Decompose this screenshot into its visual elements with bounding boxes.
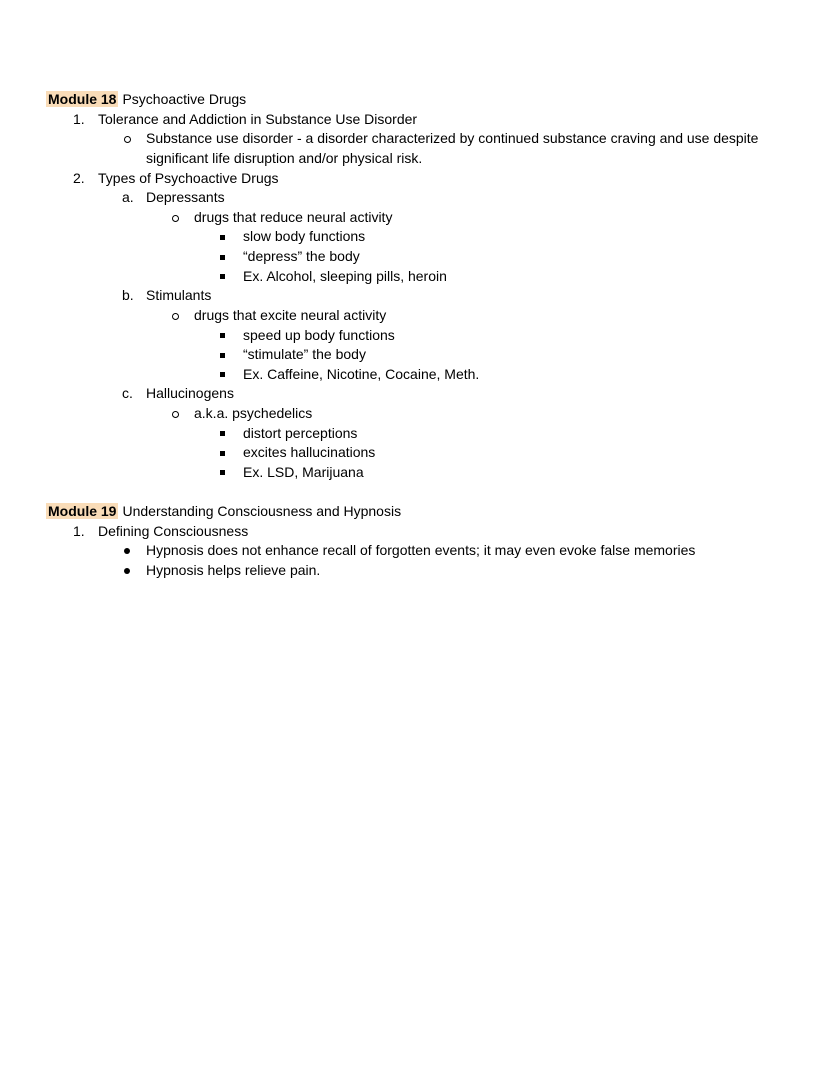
list-item-text: Types of Psychoactive Drugs xyxy=(98,169,279,186)
square-bullet-icon xyxy=(218,345,243,365)
list-item xyxy=(0,561,760,581)
list-item-text: Tolerance and Addiction in Substance Use Disorder xyxy=(98,110,418,127)
square-bullet-icon xyxy=(220,372,225,377)
square-bullet-icon xyxy=(218,443,243,463)
list-item-text: Ex. LSD, Marijuana xyxy=(243,463,364,480)
list-item xyxy=(0,345,760,365)
disc-bullet-icon xyxy=(124,548,130,554)
square-bullet-icon xyxy=(218,247,243,267)
square-bullet-icon xyxy=(220,235,225,240)
list-marker: a. xyxy=(122,189,134,206)
section-module-19 xyxy=(0,502,760,581)
list-item xyxy=(0,306,760,326)
square-bullet-icon xyxy=(220,353,225,358)
list-item-text: Depressants xyxy=(146,189,225,206)
circle-bullet-icon xyxy=(170,306,194,326)
list-item xyxy=(0,110,760,130)
section-heading xyxy=(0,90,760,110)
list-item xyxy=(0,424,760,444)
circle-bullet-icon xyxy=(172,313,179,320)
list-item xyxy=(0,404,760,424)
list-item-text: “stimulate” the body xyxy=(243,346,366,363)
square-bullet-icon xyxy=(220,333,225,338)
list-item xyxy=(0,463,760,483)
list-item xyxy=(0,267,760,287)
square-bullet-icon xyxy=(220,274,225,279)
list-item xyxy=(0,286,760,306)
square-bullet-icon xyxy=(218,463,243,483)
section-title: Psychoactive Drugs xyxy=(122,91,247,107)
square-bullet-icon xyxy=(218,227,243,247)
square-bullet-icon xyxy=(218,365,243,385)
square-bullet-icon xyxy=(220,451,225,456)
circle-bullet-icon xyxy=(170,404,194,424)
list-item-text: Ex. Alcohol, sleeping pills, heroin xyxy=(243,267,447,284)
list-item xyxy=(0,129,760,168)
list-item-text: “depress” the body xyxy=(243,248,360,264)
list-item-text: drugs that excite neural activity xyxy=(194,306,387,323)
list-item-text: Hypnosis helps relieve pain. xyxy=(146,562,321,578)
list-item xyxy=(0,227,760,247)
section-title: Understanding Consciousness and Hypnosis xyxy=(122,503,402,520)
list-item-text: a.k.a. psychedelics xyxy=(194,405,313,421)
circle-bullet-icon xyxy=(170,208,194,228)
list-item-text: Defining Consciousness xyxy=(98,522,249,539)
disc-bullet-icon xyxy=(122,541,146,561)
list-item-text: distort perceptions xyxy=(243,424,358,441)
list-item xyxy=(0,326,760,346)
list-item xyxy=(0,188,760,208)
list-item xyxy=(0,169,760,189)
circle-bullet-icon xyxy=(172,411,179,418)
disc-bullet-icon xyxy=(124,568,130,574)
list-item-text: Substance use disorder - a disorder characterized by continued substance craving and use despite significant life disruption and/or physical risk. xyxy=(146,130,759,166)
list-item xyxy=(0,247,760,267)
list-item xyxy=(0,208,760,228)
module-label-highlight: Module 19 xyxy=(48,503,117,520)
list-marker: 2. xyxy=(73,169,85,186)
square-bullet-icon xyxy=(220,255,225,260)
list-item xyxy=(0,384,760,404)
list-item-text: Hallucinogens xyxy=(146,385,234,402)
list-item-text: speed up body functions xyxy=(243,326,395,343)
list-item-text: excites hallucinations xyxy=(243,444,376,461)
list-item-text: Hypnosis does not enhance recall of forgotten events; it may even evoke false memories xyxy=(146,542,696,559)
section-heading xyxy=(0,502,760,522)
list-item-text: Stimulants xyxy=(146,287,212,304)
list-item-text: drugs that reduce neural activity xyxy=(194,208,393,225)
section-module-18 xyxy=(0,90,760,483)
square-bullet-icon xyxy=(218,424,243,444)
circle-bullet-icon xyxy=(124,136,131,143)
list-marker: 1. xyxy=(73,522,85,539)
square-bullet-icon xyxy=(218,326,243,346)
square-bullet-icon xyxy=(220,431,225,436)
list-item xyxy=(0,443,760,463)
list-marker: b. xyxy=(122,287,134,304)
list-marker: c. xyxy=(122,385,133,402)
module-label-highlight: Module 18 xyxy=(48,91,117,107)
circle-bullet-icon xyxy=(172,215,179,222)
list-item-text: Ex. Caffeine, Nicotine, Cocaine, Meth. xyxy=(243,365,480,382)
list-item xyxy=(0,522,760,542)
disc-bullet-icon xyxy=(122,561,146,581)
list-item-text: slow body functions xyxy=(243,228,366,245)
circle-bullet-icon xyxy=(122,129,146,149)
square-bullet-icon xyxy=(220,470,225,475)
list-item xyxy=(0,365,760,385)
document-body xyxy=(0,0,760,581)
list-marker: 1. xyxy=(73,110,85,127)
list-item xyxy=(0,541,760,561)
blank-line xyxy=(0,483,760,503)
square-bullet-icon xyxy=(218,267,243,287)
